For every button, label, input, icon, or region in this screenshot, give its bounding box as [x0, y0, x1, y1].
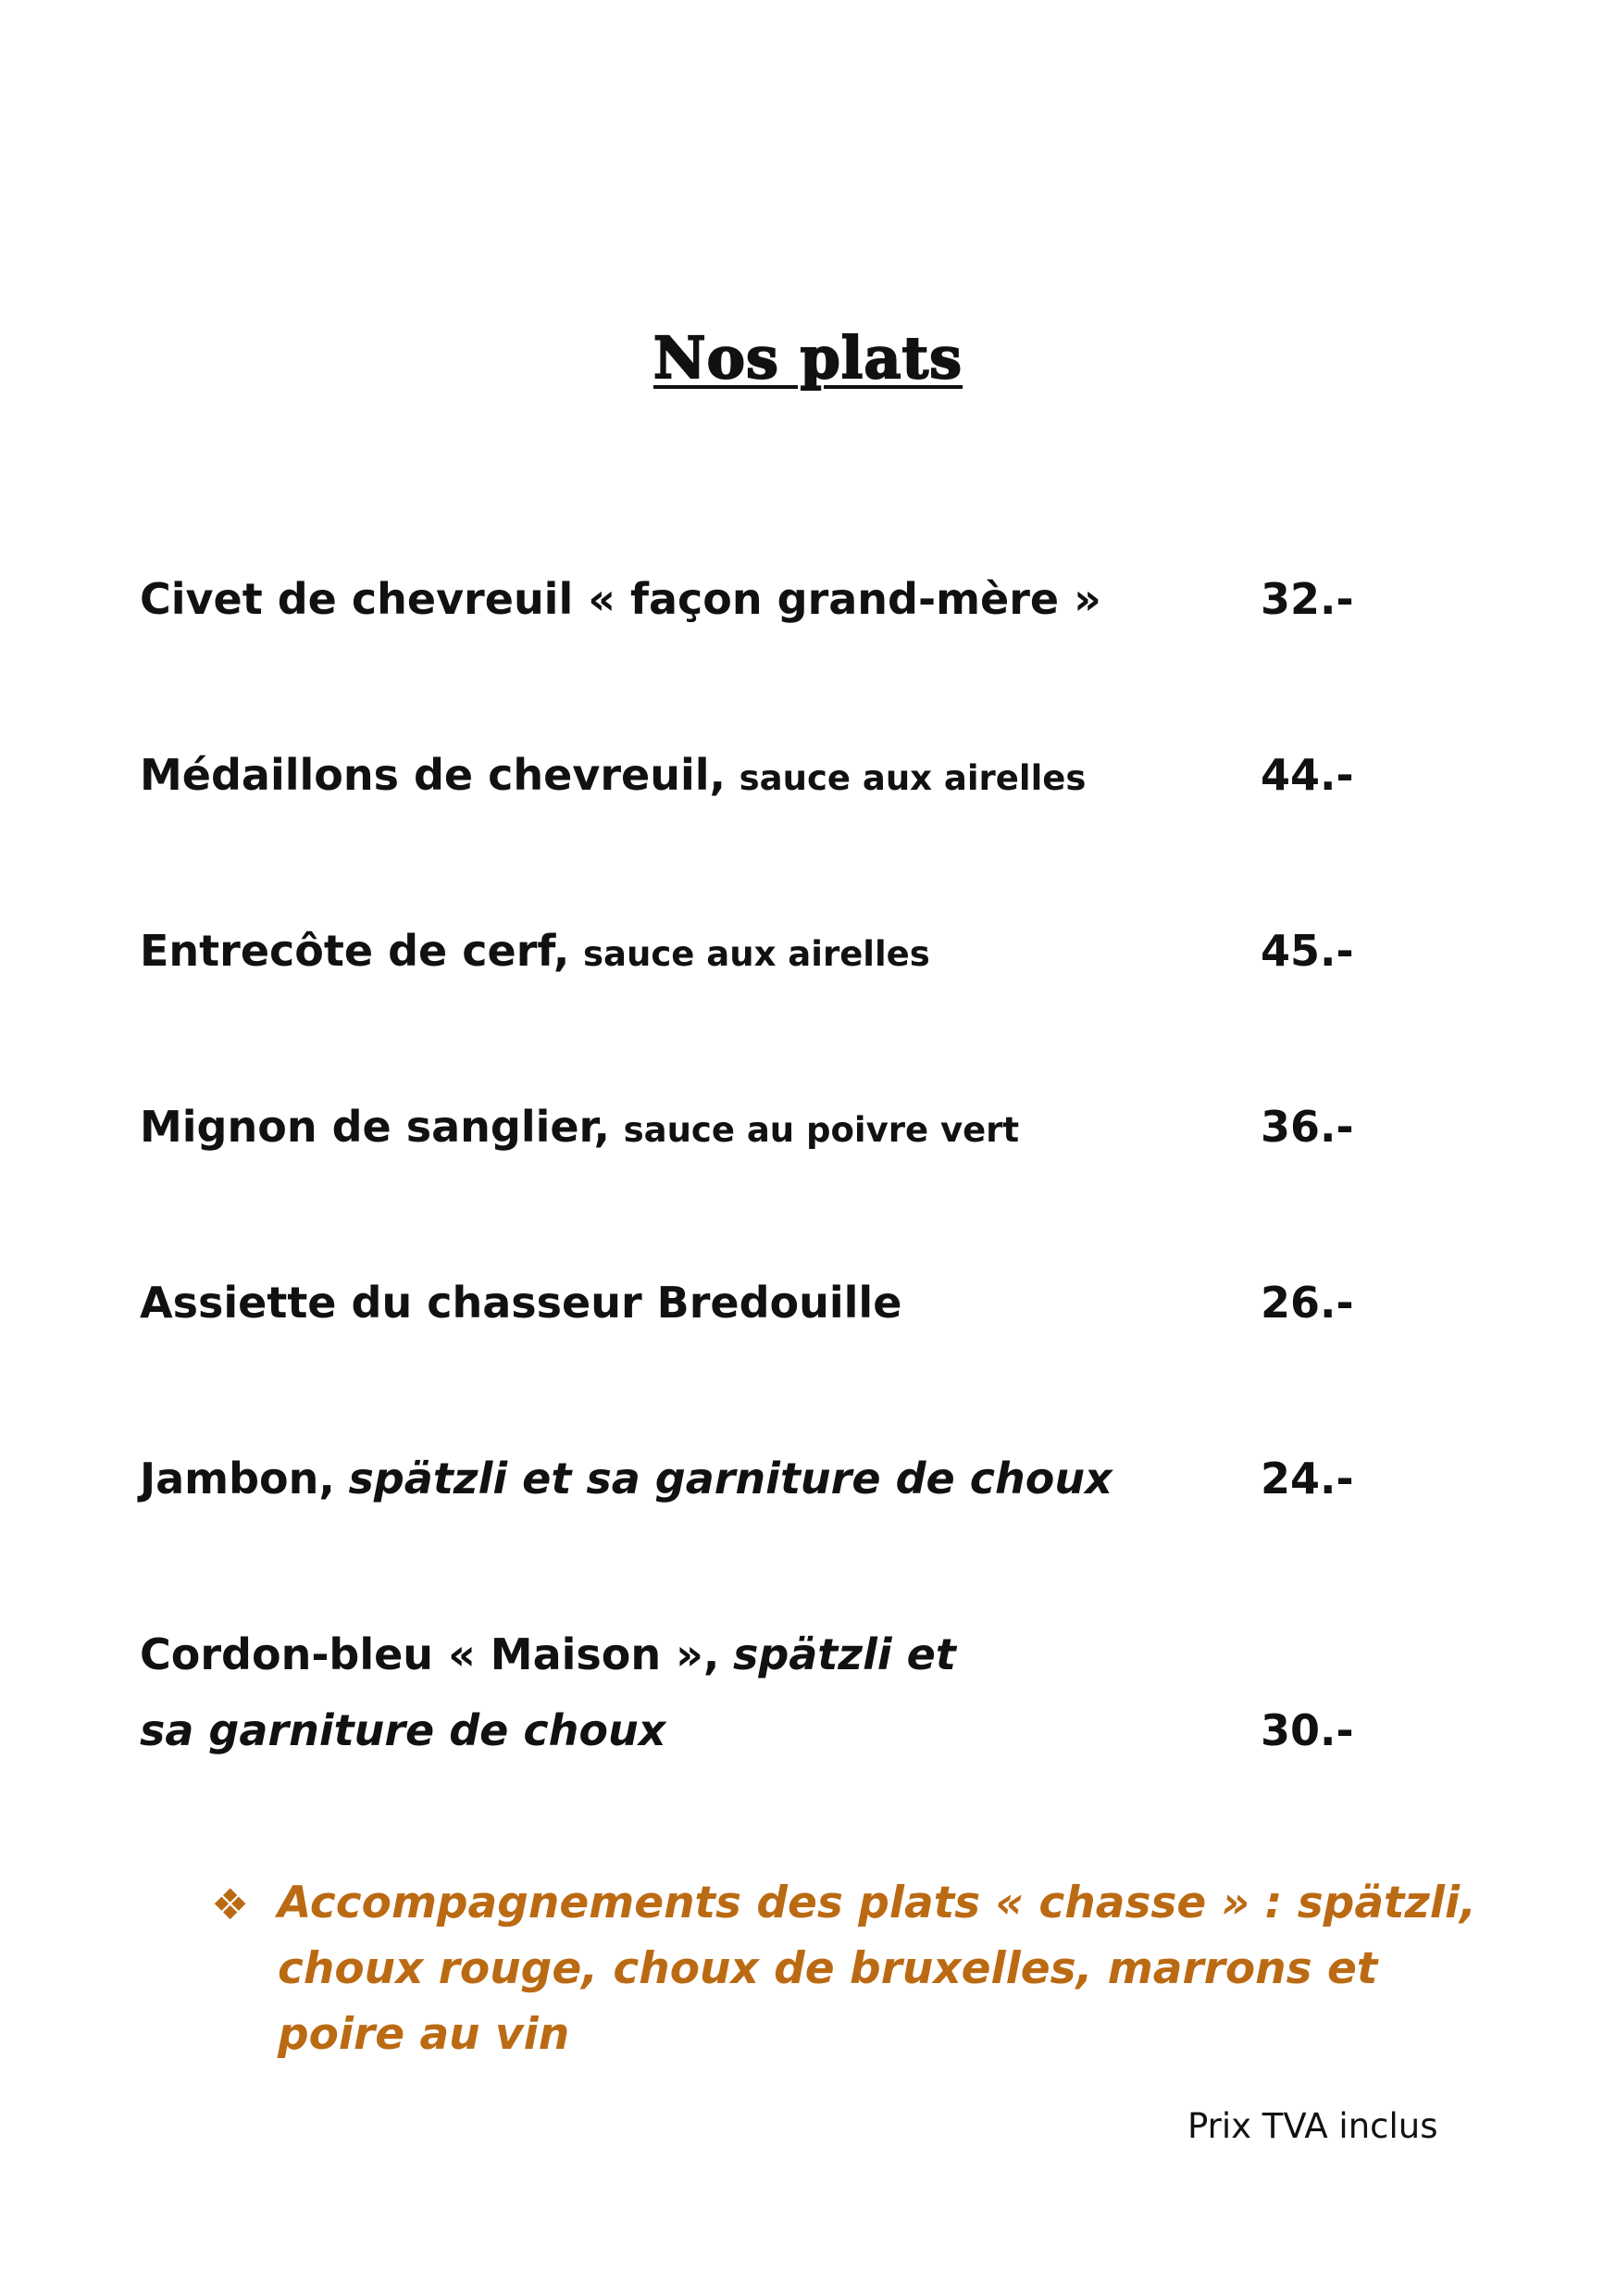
dish-sauce: sauce aux airelles — [739, 758, 1087, 798]
dish-name: Entrecôte de cerf, — [140, 926, 570, 976]
dish-price: 30.- — [1261, 1705, 1354, 1755]
dish-sauce: sauce aux airelles — [583, 934, 930, 974]
dish-name: Jambon, — [140, 1454, 335, 1504]
diamond-bullet-icon: ❖ — [211, 1879, 250, 1929]
dish-name: Médaillons de chevreuil, — [140, 750, 726, 800]
menu-item — [140, 1265, 901, 1341]
accompaniment-note: Accompagnements des plats « chasse » : spätzli, choux rouge, choux de bruxelles, marrons et poire au vin — [278, 1878, 1476, 2060]
menu-item — [140, 561, 1101, 637]
dish-garnish: sa garniture de choux — [140, 1705, 666, 1755]
menu-item — [140, 913, 930, 992]
dish-name: Cordon-bleu « Maison », — [140, 1629, 720, 1679]
dish-price: 26.- — [1261, 1278, 1354, 1328]
dish-sauce: sauce au poivre vert — [623, 1110, 1020, 1150]
menu-item-continuation — [140, 1692, 665, 1768]
menu-item — [140, 737, 1086, 817]
dish-garnish: spätzli et — [732, 1629, 956, 1679]
menu-item — [140, 1616, 956, 1692]
dish-price: 44.- — [1261, 750, 1354, 800]
vat-note: Prix TVA inclus — [1187, 2106, 1438, 2146]
dish-price: 24.- — [1261, 1454, 1354, 1504]
dish-price: 32.- — [1261, 574, 1354, 624]
dish-price: 45.- — [1261, 926, 1354, 976]
dish-name: Mignon de sanglier, — [140, 1102, 610, 1152]
menu-item — [140, 1089, 1019, 1168]
menu-item — [140, 1441, 1113, 1516]
dish-garnish: spätzli et sa garniture de choux — [348, 1454, 1113, 1504]
dish-name: Assiette du chasseur Bredouille — [140, 1278, 902, 1328]
dish-name: Civet de chevreuil « façon grand-mère » — [140, 574, 1101, 624]
dish-price: 36.- — [1261, 1102, 1354, 1152]
page-title: Nos plats — [653, 324, 963, 392]
